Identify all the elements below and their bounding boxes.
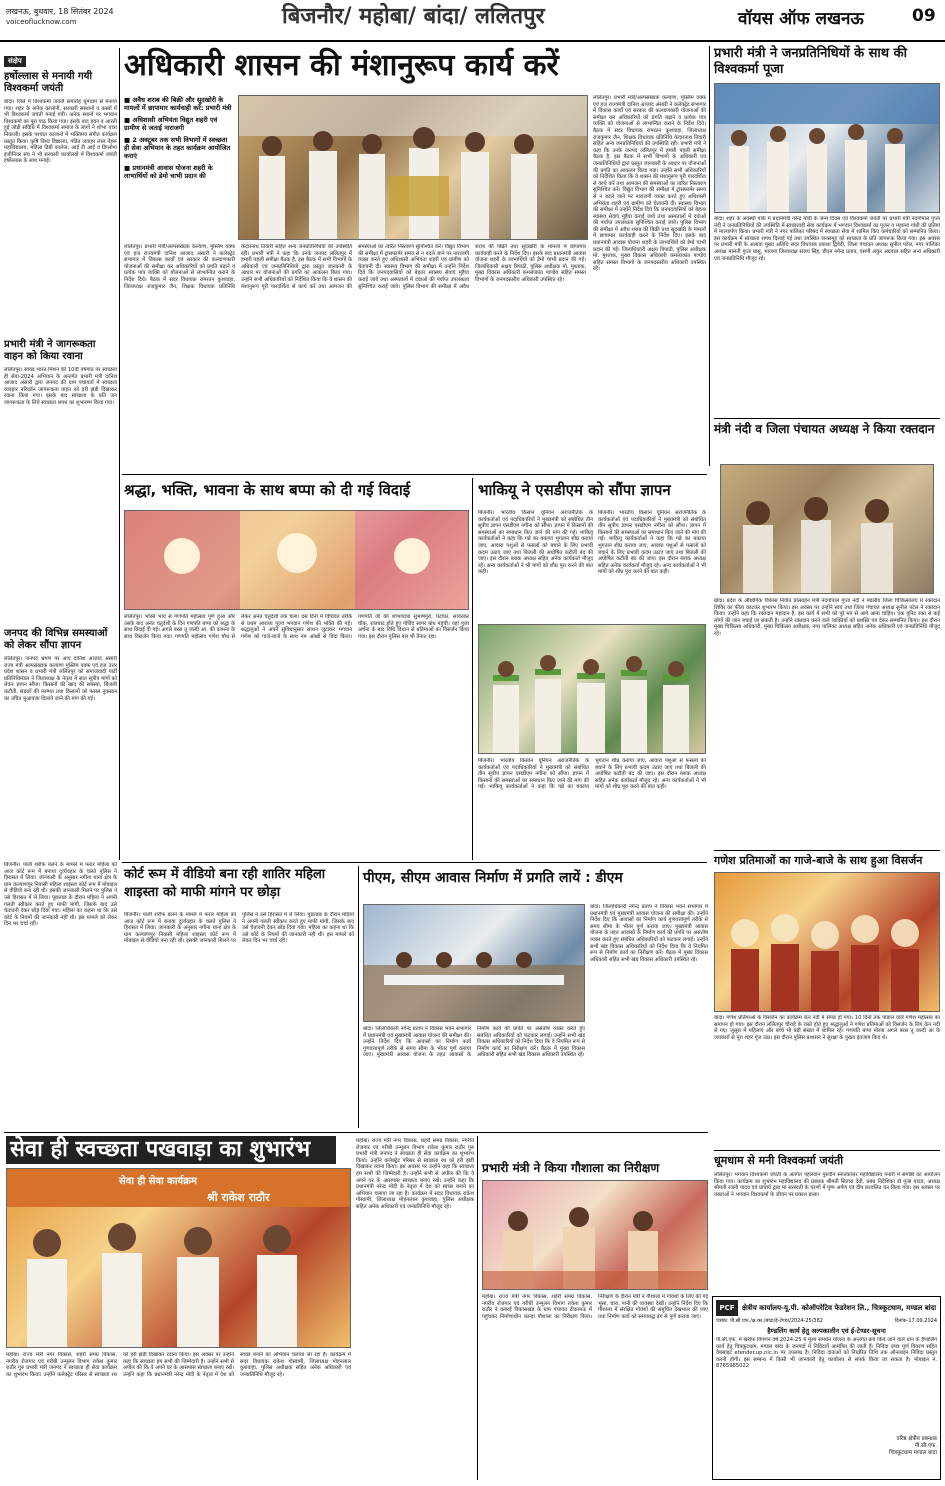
tender-sign-1: वरिष्ठ क्षेत्रीय प्रबन्धक [896,1436,937,1442]
ganesh-photo-illustration [125,511,469,610]
right-mid-photo-illustration [721,465,934,594]
masthead [0,0,945,40]
lead-photo-illustration [239,96,588,240]
right-bottom-body: ललितपुर। भगवान विश्वकर्मा जयंती के अंतर्गत पहलवान गुरुदीन स्नातकोत्तर महाविद्यालय पनारी में संगोष्ठी का आयोजन किया गया। कार्यक्रम का शुभारंभ महाविद्यालय की प्रबंधक श्रीमती सितारा देवी, प्रबंध निदेशिका डॉ पूजा यादव, अध्यक्ष श्रीमती रजनी यादव एवं प्राचार्य द्वारा मां सरस्वती के चरणों में पुष्प अर्पण एवं दीप प्रज्वलित कर किया गया। इस अवसर पर वक्ताओं ने भगवान विश्वकर्मा के जीवन पर प्रकाश डाला। [714,1172,940,1198]
brief-body-3: ललितपुर। जनपद भ्रमण पर आए दानिश आजाद अंसारी राज्य मंत्री अल्पसंख्यक कल्याण मुस्लिम वक्फ एवं हज उत्तर प्रदेश शासन व प्रभारी मंत्री ललितपुर को समाजवादी पार्टी प्रतिनिधिमंडल ने जिलाध्यक्ष के नेतृत्व में सात सूत्रीय मांगों को लेकर ज्ञापन सौंपा। किसानों की खाद की समस्या, बिजली कटौती, सड़कों की मरम्मत तथा किसानों को फसल नुकसान का उचित मुआवजा दिलाये जाने की मांग की गई। [4,656,117,702]
bku-body-left: बिजनौर। भारतीय किसान यूनियन अराजनैतिक के कार्यकर्ताओं एवं पदाधिकारियों ने मुख्यमंत्री को संबोधित तीन सूत्रीय ज्ञापन एसडीएम नगीना को सौंपा। ज्ञापन में किसानों की समस्याओं का समाधान किए जाने की मांग की गई। भाकियू कार्यकर्ताओं ने कहा कि गन्ने का बकाया भुगतान शीघ्र कराया जाए, आवारा पशुओं से फसलों को बचाने के लिए प्रभावी कदम उठाए जाएं तथा बिजली की अघोषित कटौती बंद की जाए। इस दौरान ब्लाक अध्यक्ष सहित अनेक कार्यकर्ता मौजूद रहे। अन्य कार्यकर्ताओं ने भी मांगों को शीघ्र पूरा करने की बात कही। [478,510,593,576]
right-lower-photo-illustration [715,873,940,1012]
brief-item-2 [4,339,117,622]
gaushala-photo [482,1180,708,1290]
right-top-photo [714,83,940,213]
pm-body-right: बांदा। जिलाधिकारी नगेन्द्र प्रताप ने विकास भवन सभागार में प्रधानमंत्री एवं मुख्यमंत्री आवास योजना की समीक्षा की। उन्होंने निर्देश दिए कि आवासों का निर्माण कार्य गुणवत्तापूर्ण तरीके से समय सीमा के भीतर पूर्ण कराया जाए। मुख्यमंत्री आवास योजना के तहत आवासों के निर्माण कार्य की प्रगति पर असंतोष व्यक्त करते हुए संबंधित अधिकारियों को फटकार लगाई। उन्होंने सभी खंड विकास अधिकारियों को निर्देश दिया कि वे नियमित रूप से निर्माण कार्य का निरीक्षण करें। बैठक में मुख्य विकास अधिकारी सहित सभी खंड विकास अधिकारी उपस्थित रहे। [590,904,708,963]
ganesh-photo [124,510,469,610]
brief-body-1: बांदा। जिले में विश्वकर्मा जयंती समारोह धूमधाम से मनाया गया। शहर के अनेक कालोनी, सरकारी संस्थानों व कस्बों में भी विश्वकर्मा जयंती मनाई गयी। अनेक स्थानों पर भगवान विश्वकर्मा का पूरा पाठ किया गया। इसके बाद हवन व आरती हुई जोड़ी संविधि में विश्वकर्मा समाज के लागों ने शोभा यात्रा निकाली। इसके पश्चात कालानो में भक्तिमय संगीत कार्यक्रम प्रस्तुत किया। कृषि विश्व विद्यालय, पंडित जवाहर लाल नेहरू महाविद्यालय, महिला डिग्री कालेज, आई टी आई व डिप्लोमा इंजीनियर संघ ने भी सरकारी कार्यालयों में विश्वकर्मा जयंती हर्षोल्लास के साथ मनाई। [4,99,117,165]
lead-headline: अधिकारी शासन की मंशानुरूप कार्य करें [124,48,559,83]
divider-lead-right [709,46,710,466]
brief-headline-1: हर्षोल्लास से मनायी गयी विश्वकर्मा जयंती [4,71,93,94]
pm-body: बांदा। जिलाधिकारी नगेन्द्र प्रताप ने विकास भवन सभागार में प्रधानमंत्री एवं मुख्यमंत्री आवास योजना की समीक्षा की। उन्होंने निर्देश दिए कि आवासों का निर्माण कार्य गुणवत्तापूर्ण तरीके से समय सीमा के भीतर पूर्ण कराया जाए। मुख्यमंत्री आवास योजना के तहत आवासों के निर्माण कार्य की प्रगति पर असंतोष व्यक्त करते हुए संबंधित अधिकारियों को फटकार लगाई। उन्होंने सभी खंड विकास अधिकारियों को निर्देश दिया कि वे नियमित रूप से निर्माण कार्य का निरीक्षण करें। बैठक में मुख्य विकास अधिकारी सहित सभी खंड विकास अधिकारी उपस्थित रहे। [363,1026,585,1059]
right-lower-body: बांदा। गणेश प्रतिमाओं के विसर्जन का कार्यक्रम केन नदी में संपन्न हो गया। 10 दिनों तक पांडाल वाले गणेश महोत्सव का समापन हो गया। इस दौरान ललितपुर चौराहे के रास्ते होते हुए श्रद्धालुओं ने गणेश प्रतिमाओं को विसर्जन के लिए केन नदी ले गए। जुलूस में महिलाएं और बच्चे भी बड़ी संख्या में शामिल रहे। गणपति बप्पा मोरया अगले बरस तू जल्दी आ के जयकारों से पूरा शहर गूंज उठा। इस दौरान पुलिस प्रशासन ने सुरक्षा के पुख्ता इंतजाम किए थे। [714,1015,940,1041]
right-top-photo-illustration [715,84,940,213]
court-body: बिजनौर। पाली शरीफ बलने के मामले में फरार महिला को आज कोर्ट रूम में बनाया दुर्व्यवहार के चलते पुलिस ने हिरासत में लिया। जानकारी के अनुसार नगीना थाना क्षेत्र के ग्राम कल्याणपुर निवासी महिला शाइस्ता कोर्ट रूम में मोबाइल से वीडियो बना रही थी। इसकी जानकारी मिलने पर पुलिस ने उसे हिरासत में ले लिया। पूछताछ के दौरान महिला ने अपनी गलती स्वीकार करते हुए माफी मांगी, जिसके बाद उसे चेतावनी देकर छोड़ दिया गया। महिला का कहना था कि उसे कोर्ट के नियमों की जानकारी नहीं थी। इस मामले को लेकर दिन भर चर्चा रही। [124,912,354,945]
bku-photo-illustration [479,625,706,754]
lead-bullets [124,96,232,180]
brief-item-1 [4,71,117,333]
lead-body: ललितपुर। प्रभारी मंत्री/अल्पसंख्यक कल्याण, मुस्लिम वक्फ एवं हज राज्यमंत्री दानिश आजाद अंसारी ने कलेक्ट्रेट सभागार में विकास कार्यों एवं सरकार की कल्याणकारी योजनाओं की समीक्षा कर अधिकारियों को प्रगति बढ़ाने व प्रत्येक पात्र व्यक्ति को योजनाओं से लाभान्वित कराने के निर्देश दिये। बैठक में सदर विधायक रामरतन कुशवाहा, जिलाध्यक्ष राजकुमार जैन, शिक्षक विधायक प्रतिनिधि केदारनाथ तिवारी सहित अन्य जनप्रतिनिधियों की उपस्थिति रही। प्रभारी मंत्री ने कहा कि उनके जनपद ललितपुर में हमारी पहली समीक्षा बैठक है, इस बैठक में सभी विभागों के अधिकारी एवं जनप्रतिनिधियों द्वारा प्रस्तुत जानकारी के आधार पर योजनाओं की प्रगति का आकलन किया गया। उन्होंने सभी अधिकारियों को निर्देशित किया कि वे शासन की मंशानुरूप पूरी पारदर्शिता से कार्य करें तथा आमजन की समस्याओं का त्वरित निस्तारण सुनिश्चित करें। विद्युत विभाग की समीक्षा में ट्रांसफार्मर समय से न बदले जाने पर नाराजगी व्यक्त करते हुए अधिशासी अभियंता शहरी एवं ग्रामीण को चेतावनी दी। स्वास्थ्य विभाग की समीक्षा में उन्होंने निर्देश दिये कि जनपदवासियों को बेहतर स्वास्थ्य सेवाएं मुहैया कराई जायें तथा अस्पतालों में दवाओं की पर्याप्त उपलब्धता सुनिश्चित कराई जाये। पुलिस विभाग की समीक्षा में अवैध शराब की बिक्री तथा सूदखोरी के मामलों में छापामार कार्यवाही करने के निर्देश दिए। इसके बाद प्रधानमंत्री आवास योजना शहरी के लाभार्थियों को डेमो चाभी प्रदान की गई। जिलाधिकारी अक्षय त्रिपाठी, पुलिस अधीक्षक मो. मुश्ताक, मुख्य विकास अधिकारी कमलाकांत पाण्डेय सहित समस्त विभागों के जनपदस्तरीय अधिकारी उपस्थित रहे। [124,244,586,290]
cleanliness-body-right: महोबा। राज्य मंत्री नगर विकास, शहरी समग्र विकास, नगरीय रोजगार एवं गरीबी उन्मूलन विभाग राकेश कुमार राठौर गुरु प्रभारी मंत्री जनपद ने स्वच्छता ही सेवा कार्यक्रम का शुभारंभ किया। उन्होंने कलेक्ट्रेट परिसर से स्वच्छता रथ को हरी झंडी दिखाकर रवाना किया। इस अवसर पर उन्होंने कहा कि स्वच्छता हम सभी की जिम्मेदारी है। उन्होंने सभी से अपील की कि वे अपने घर के आसपास स्वच्छता बनाए रखें। उन्होंने कहा कि प्रधानमंत्री नरेन्द्र मोदी के नेतृत्व में देश को स्वच्छ बनाने का अभियान चलाया जा रहा है। कार्यक्रम में सदर विधायक राकेश गोस्वामी, जिलाध्यक्ष मोहनलाल कुशवाहा, पुलिस अधीक्षक सहित अनेक अधिकारी एवं जनप्रतिनिधि मौजूद रहे। [356,1138,474,1210]
gaushala-photo-illustration [483,1181,708,1290]
gaushala-body: महोबा। राज्य मंत्री नगर विकास, शहरी समग्र विकास, नगरीय रोजगार एवं गरीबी उन्मूलन विभाग राकेश कुमार राठौर ने कबरई विकासखंड के ग्राम पंचायत टीकामऊ में पहुंचकर निर्माणाधीन कान्हा गौशाला का निरीक्षण किया। निरीक्षण के दौरान मंत्री ने गौशाला में गोवंशों के लिए की गई भूसा, चारा, पानी की व्यवस्था देखी। उन्होंने निर्देश दिए कि गौशाला में संरक्षित गोवंशों की समुचित देखभाल की जाए तथा निर्माण कार्य को समयबद्ध ढंग से पूर्ण कराया जाए। [482,1294,708,1320]
brand-name: वॉयस ऑफ लखनऊ [738,9,864,29]
cleanliness-headline: सेवा ही स्वच्छता पखवाड़ा का शुभारंभ [6,1136,336,1164]
tender-office: क्षेत्रीय कार्यालय-यू.पी. कोऑपरेटिव फेडरेशन लि., चित्रकूटधाम, मण्डल बांदा [742,1303,937,1312]
tender-body: पी.सी.एफ. में खरीफ विपणन वर्ष 2024-25 में मूल्य समर्थन योजना के अन्तर्गत क्रय किये जाने वाले धान के हैण्डलिंग कार्य हेतु चित्रकूटधाम, मण्डल बांदा के जनपदों में निविदायें आमंत्रित की जाती हैं। निविदा प्रपत्र पूर्ण विवरण सहित वेबसाइट etender.up.nic.in पर उपलब्ध है। निविदा दाताओं को निर्धारित तिथि तक ऑनलाइन निविदा प्रस्तुत करनी होगी। इस सम्बन्ध में किसी भी जानकारी हेतु कार्यालय से संपर्क किया जा सकता है। मोबाइल नं. 8765985022 [716,1337,937,1370]
cleanliness-banner-name: श्री राकेश राठौर [207,1191,270,1204]
right-top-body: बांदा। शहर के अवस्थी पार्क में प्रधानमंत्री नरेन्द्र मोदी के जन्म दिवस एवं विश्वकर्मा जयंती पर प्रभारी मंत्री नंदगोपाल गुप्ता नंदी ने जनप्रतिनिधियों की उपस्थिति में स्वच्छताही सेवा कार्यक्रम में भगवान विश्वकर्मा का पूजन व महात्मा गांधी की प्रतिमा में माल्यार्पण किया। प्रभारी मंत्री ने नगर पालिका परिषद में स्वच्छता सेवा में शामिल किए कर्मचारियों को सम्मानित किया। इस कार्यक्रम में स्वच्छता शपथ दिलाई गई तथा उपस्थित जनसमूह को स्वच्छता के प्रति जागरूक किया गया। इस अवसर पर प्रभारी मंत्री के अलावा मुख्य अतिथि सदर विधायक प्रकाश द्विवेदी, जिला पंचायत अध्यक्ष सुनील पटेल, नगर पालिका अध्यक्ष मालती गुप्ता बासू, भाजपा जिलाध्यक्ष संजय सिंह, डीएम नगेन्द्र प्रताप, एसपी अंकुर अग्रवाल सहित अन्य अधिकारी एवं जनप्रतिनिधि मौजूद रहे। [714,216,940,262]
bku-body-bottom: बिजनौर। भारतीय किसान यूनियन अराजनैतिक के कार्यकर्ताओं एवं पदाधिकारियों ने मुख्यमंत्री को संबोधित तीन सूत्रीय ज्ञापन एसडीएम नगीना को सौंपा। ज्ञापन में किसानों की समस्याओं का समाधान किए जाने की मांग की गई। भाकियू कार्यकर्ताओं ने कहा कि गन्ने का बकाया भुगतान शीघ्र कराया जाए, आवारा पशुओं से फसलों को बचाने के लिए प्रभावी कदम उठाए जाएं तथा बिजली की अघोषित कटौती बंद की जाए। इस दौरान ब्लाक अध्यक्ष सहित अनेक कार्यकर्ता मौजूद रहे। अन्य कार्यकर्ताओं ने भी मांगों को शीघ्र पूरा करने की बात कही। [478,758,706,791]
cleanliness-body: महोबा। राज्य मंत्री नगर विकास, शहरी समग्र विकास, नगरीय रोजगार एवं गरीबी उन्मूलन विभाग राकेश कुमार राठौर गुरु प्रभारी मंत्री जनपद ने स्वच्छता ही सेवा कार्यक्रम का शुभारंभ किया। उन्होंने कलेक्ट्रेट परिसर से स्वच्छता रथ को हरी झंडी दिखाकर रवाना किया। इस अवसर पर उन्होंने कहा कि स्वच्छता हम सभी की जिम्मेदारी है। उन्होंने सभी से अपील की कि वे अपने घर के आसपास स्वच्छता बनाए रखें। उन्होंने कहा कि प्रधानमंत्री नरेन्द्र मोदी के नेतृत्व में देश को स्वच्छ बनाने का अभियान चलाया जा रहा है। कार्यक्रम में सदर विधायक राकेश गोस्वामी, जिलाध्यक्ष मोहनलाल कुशवाहा, पुलिस अधीक्षक सहित अनेक अधिकारी एवं जनप्रतिनिधि मौजूद रहे। [6,1352,351,1378]
pm-headline: पीएम, सीएम आवास निर्माण में प्रगति लायें : डीएम [363,870,623,886]
page-number: 09 [912,6,936,26]
lead-bullet-1: ■ अवैध शराब की बिक्री और सूदखोरी के मामलों में छापामार कार्यवाही करें: प्रभारी मंत्री [124,96,232,112]
right-lower-headline: गणेश प्रतिमाओं का गाजे-बाजे के साथ हुआ विसर्जन [714,850,940,869]
divider-ganesh-bjp [472,478,473,860]
bku-photo [478,624,706,754]
bku-headline: भाकियू ने एसडीएम को सौंपा ज्ञापन [478,481,671,499]
masthead-rule [0,40,945,42]
right-mid-photo [720,464,934,594]
cleanliness-banner-text: सेवा ही सेवा कार्यक्रम [119,1176,197,1187]
cleanliness-photo-illustration [7,1169,351,1348]
lead-bullet-4: ■ प्रधानमंत्री आवास योजना शहरी के लाभार्थियों को डेमो चाभी प्रदान की [124,164,213,180]
right-top-headline: प्रभारी मंत्री ने जनप्रतिनिधियों के साथ की विश्वकर्मा पूजा [714,46,907,77]
brief-sidebar [4,48,117,978]
tender-notice [712,1296,941,1480]
brief-label: संक्षेप [4,56,26,67]
tender-signature [716,1436,937,1457]
ganesh-body: ललितपुर। भक्ति भाव से गणपति महोत्सव पूर्ण हुआ और उसके बाद अनंत चतुर्दशी के दिन गणपति बप्पा को श्रद्धा के साथ विदाई दी गई। अगले बरस तू जल्दी आ, की कामना के साथ विसर्जन किया गया। गणपति महोत्सव गणेश चौथ से लेकर अनंत चतुर्दशी तक चला। दस दिनों में विधिवत तरीके से प्रथम आराध्य पूज्य भगवान गणेश की भक्ति की गई। श्रद्धालुओं ने अपने सुविधानुसार साधन जुटाकर भगवान गणेश को गाजे-बाजे के साथ नम आंखों से विदा किया। गणपति जी की शोभायात्रा सुभाषपुरा, घंटाघर, सावरकर चौक, राजघाट होते हुए गोविंद सागर बांध पहुंची। यहां पूजा अर्चना के बाद विधि विधान से प्रतिमाओं का विसर्जन किया गया। इस दौरान पुलिस बल भी तैनात रहा। [124,614,469,640]
lead-body-right: ललितपुर। प्रभारी मंत्री/अल्पसंख्यक कल्याण, मुस्लिम वक्फ एवं हज राज्यमंत्री दानिश आजाद अंसारी ने कलेक्ट्रेट सभागार में विकास कार्यों एवं सरकार की कल्याणकारी योजनाओं की समीक्षा कर अधिकारियों को प्रगति बढ़ाने व प्रत्येक पात्र व्यक्ति को योजनाओं से लाभान्वित कराने के निर्देश दिये। बैठक में सदर विधायक रामरतन कुशवाहा, जिलाध्यक्ष राजकुमार जैन, शिक्षक विधायक प्रतिनिधि केदारनाथ तिवारी सहित अन्य जनप्रतिनिधियों की उपस्थिति रही। प्रभारी मंत्री ने कहा कि उनके जनपद ललितपुर में हमारी पहली समीक्षा बैठक है, इस बैठक में सभी विभागों के अधिकारी एवं जनप्रतिनिधियों द्वारा प्रस्तुत जानकारी के आधार पर योजनाओं की प्रगति का आकलन किया गया। उन्होंने सभी अधिकारियों को निर्देशित किया कि वे शासन की मंशानुरूप पूरी पारदर्शिता से कार्य करें तथा आमजन की समस्याओं का त्वरित निस्तारण सुनिश्चित करें। विद्युत विभाग की समीक्षा में ट्रांसफार्मर समय से न बदले जाने पर नाराजगी व्यक्त करते हुए अधिशासी अभियंता शहरी एवं ग्रामीण को चेतावनी दी। स्वास्थ्य विभाग की समीक्षा में उन्होंने निर्देश दिये कि जनपदवासियों को बेहतर स्वास्थ्य सेवाएं मुहैया कराई जायें तथा अस्पतालों में दवाओं की पर्याप्त उपलब्धता सुनिश्चित कराई जाये। पुलिस विभाग की समीक्षा में अवैध शराब की बिक्री तथा सूदखोरी के मामलों में छापामार कार्यवाही करने के निर्देश दिए। इसके बाद प्रधानमंत्री आवास योजना शहरी के लाभार्थियों को डेमो चाभी प्रदान की गई। जिलाधिकारी अक्षय त्रिपाठी, पुलिस अधीक्षक मो. मुश्ताक, मुख्य विकास अधिकारी कमलाकांत पाण्डेय सहित समस्त विभागों के जनपदस्तरीय अधिकारी उपस्थित रहे। [593,95,706,273]
section-title: बिजनौर/ महोबा/ बांदा/ ललितपुर [282,4,545,29]
pm-photo-illustration [364,905,585,1022]
court-headline: कोर्ट रूम में वीडियो बना रही शातिर महिला शाइस्ता को माफी मांगने पर छोड़ा [124,867,326,900]
tender-sign-3: चित्रकूटधाम मण्डल बांदा [888,1450,937,1456]
right-mid-headline: मंत्री नंदी व जिला पंचायत अध्यक्ष ने किया रक्तदान [714,418,940,437]
divider-clean-gau [477,1136,478,1480]
tender-ref: पत्रांक: पी.सी.एफ./क्ष.का./बांदा/ई-टेण्डर/2024-25/382 [716,1318,823,1324]
divider-court-pm [358,866,359,1128]
sidebar-divider [119,48,120,860]
tender-date: दिनांक-17.09.2024 [894,1318,937,1324]
cleanliness-photo [6,1168,351,1348]
website-link[interactable]: voiceoflucknow.com [6,18,77,26]
pm-photo [363,904,585,1022]
court-body-left: बिजनौर। पाली शरीफ बलने के मामले में फरार महिला को आज कोर्ट रूम में बनाया दुर्व्यवहार के चलते पुलिस ने हिरासत में लिया। जानकारी के अनुसार नगीना थाना क्षेत्र के ग्राम कल्याणपुर निवासी महिला शाइस्ता कोर्ट रूम में मोबाइल से वीडियो बना रही थी। इसकी जानकारी मिलने पर पुलिस ने उसे हिरासत में ले लिया। पूछताछ के दौरान महिला ने अपनी गलती स्वीकार करते हुए माफी मांगी, जिसके बाद उसे चेतावनी देकर छोड़ दिया गया। महिला का कहना था कि उसे कोर्ट के नियमों की जानकारी नहीं थी। इस मामले को लेकर दिन भर चर्चा रही। [4,862,117,928]
tender-title: हैण्डलिंग कार्य हेतु अल्पकालीन एवं ई-टेण्डर-सूचना [767,1327,886,1335]
right-bottom-headline: धूमधाम से मनी विश्वकर्मा जयंती [714,1150,940,1169]
divider-mid [122,862,707,863]
brief-headline-3: जनपद की विभिन्न समस्याओं को लेकर सौंपा ज्ञापन [4,628,108,651]
tender-header [716,1300,937,1316]
brief-headline-2: प्रभारी मंत्री ने जागरूकता वाहन को किया रवाना [4,339,96,362]
divider-under-lead [122,474,707,475]
gaushala-headline: प्रभारी मंत्री ने किया गौशाला का निरीक्षण [482,1161,660,1175]
bku-body-right: बिजनौर। भारतीय किसान यूनियन अराजनैतिक के कार्यकर्ताओं एवं पदाधिकारियों ने मुख्यमंत्री को संबोधित तीन सूत्रीय ज्ञापन एसडीएम नगीना को सौंपा। ज्ञापन में किसानों की समस्याओं का समाधान किए जाने की मांग की गई। भाकियू कार्यकर्ताओं ने कहा कि गन्ने का बकाया भुगतान शीघ्र कराया जाए, आवारा पशुओं से फसलों को बचाने के लिए प्रभावी कदम उठाए जाएं तथा बिजली की अघोषित कटौती बंद की जाए। इस दौरान ब्लाक अध्यक्ष सहित अनेक कार्यकर्ता मौजूद रहे। अन्य कार्यकर्ताओं ने भी मांगों को शीघ्र पूरा करने की बात कही। [598,510,706,576]
date-line: लखनऊ, बुधवार, 18 सितंबर 2024 [6,7,114,16]
right-mid-body: बांदा। प्रदेश के औद्योगिक विकास निर्यात प्रोत्साहन मंत्री नंदगोपाल गुप्ता नंदी ने मंडलीय जिला चिकित्सालय में रक्तदान शिविर का फीता काटकर शुभारंभ किया। इस अवसर पर उन्होंने स्वयं तथा जिला पंचायत अध्यक्ष सुनील पटेल ने रक्तदान किया। उन्होंने कहा कि रक्तदान महादान है, इस कार्य में सभी को पूरे मन से आगे आना चाहिए। एक यूनिट रक्त से कई लोगों की जान बचाई जा सकती है। उन्होंने रक्तदान करने वाले व्यक्तियों को प्रशस्ति पत्र देकर सम्मानित किया। इस दौरान मुख्य चिकित्सा अधिकारी, मुख्य चिकित्सा अधीक्षक, नगर पालिका अध्यक्ष सहित अनेक अधिकारी एवं जनप्रतिनिधि मौजूद रहे। [714,598,940,637]
brief-body-2: ललितपुर। स्वच्छ भारत मिशन की 10वीं वर्षगांठ पर स्वच्छता ही सेवा-2024 अभियान के अन्तर्गत प्रभारी मंत्री दानिश आजाद अंसारी द्वारा जनपद की ग्राम पंचायतों में स्वच्छता व्यवहार परिवर्तन जागरूकता वाहन को हरी झंडी दिखाकर रवाना किया गया। इसके बाद स्वच्छता के प्रति जन जागरूकता के लिये स्वच्छता शपथ का शुभारम्भ किया गया। [4,367,117,406]
pcf-logo-icon: PCF [716,1300,738,1316]
divider-lower [4,1132,708,1133]
tender-ref-row [716,1318,937,1324]
tender-sign-2: पी.सी.एफ. [914,1443,937,1449]
right-lower-photo [714,872,940,1012]
lead-bullet-2: ■ अधिशासी अभियंता विद्युत शहरी एवं ग्रामीण से जताई नाराजगी [124,116,218,132]
lead-photo [238,95,588,240]
lead-bullet-3: ■ 2 अक्टूबर तक सभी विभागों में स्वच्छता ही सेवा अभियान के तहत कार्यक्रम आयोजित कराएं [124,136,231,160]
ganesh-headline: श्रद्धा, भक्ति, भावना के साथ बप्पा को दी गई विदाई [124,481,411,499]
